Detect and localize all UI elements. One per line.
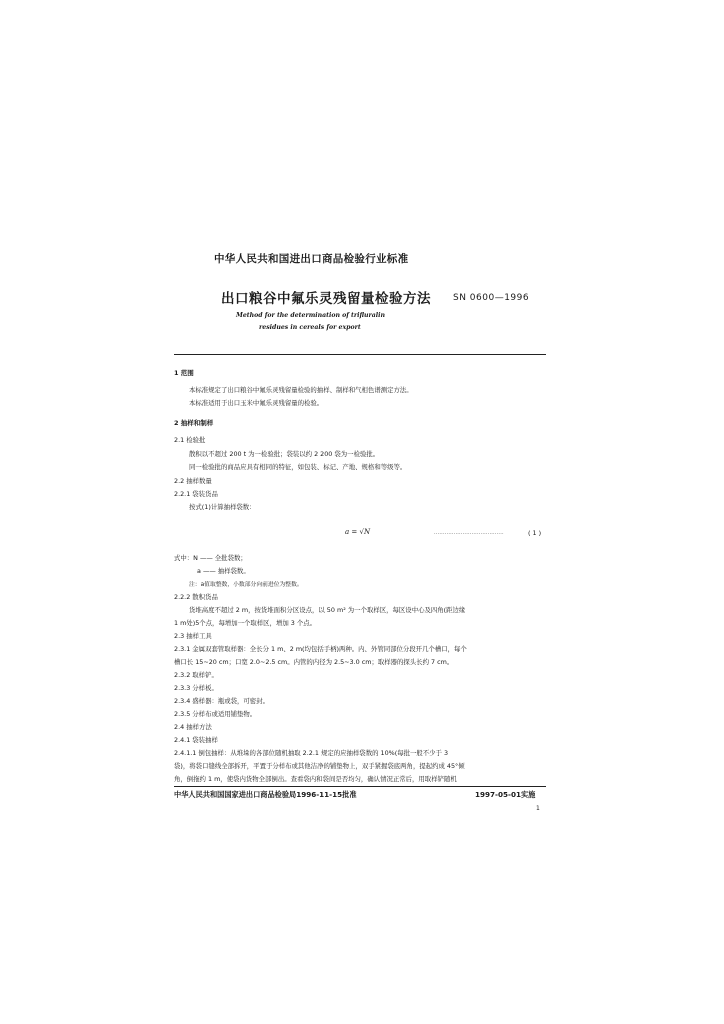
footer-rule [174,786,546,787]
agency-title: 中华人民共和国进出口商品检验行业标准 [214,253,409,265]
formula: a = √N [345,528,371,536]
note: 注：a值取整数，小数部分向前进位为整数。 [189,582,303,588]
clause-paragraph: 按式(1)计算抽样袋数： [189,503,256,511]
clause-paragraph: 同一检验批的商品应具有相同的特征，如包装、标记、产地、规格和等级等。 [189,463,407,471]
clause-paragraph: 散积以不超过 200 t 为一检验批；袋装以约 2 200 袋为一检验批。 [189,450,380,458]
page-number: 1 [536,805,540,812]
section-2-heading: 2 抽样和制样 [174,419,214,427]
page-title: 出口粮谷中氟乐灵残留量检验方法 [221,291,431,307]
clause-paragraph: 货堆高度不超过 2 m，按货堆面积分区设点，以 50 m² 为一个取样区，每区设中心及四角(距边缘 [189,606,466,614]
header-rule [174,354,546,355]
clause-heading: 2.1 检验批 [174,436,206,444]
implementation-date: 1997-05-01实施 [475,790,536,799]
standard-number: SN 0600—1996 [453,293,530,303]
clause-paragraph: 1 m处)5个点，每增加一个取样区，增加 3 个点。 [174,619,317,627]
list-item: 2.3.4 盛样器：瓶或袋，可密封。 [174,697,269,705]
section-1-paragraph: 本标准规定了出口粮谷中氟乐灵残留量检验的抽样、制样和气相色谱测定方法。 [189,386,413,394]
clause-heading: 2.3 抽样工具 [174,632,212,640]
list-item: 2.3.3 分样板。 [174,684,218,692]
section-1-heading: 1 范围 [174,369,194,377]
list-item: 2.3.2 取样铲。 [174,671,218,679]
clause-heading: 2.4.1 袋装抽样 [174,736,218,744]
clause-paragraph: 角，倒拖约 1 m，使袋内货物全部倒出。查看袋内和袋间是否均匀，确认情况正常后，用取样铲随机 [174,775,457,783]
section-1-paragraph: 本标准适用于出口玉米中氟乐灵残留量的检验。 [189,399,324,407]
clause-paragraph: 2.4.1.1 倒包抽样：从堆垛的各部位随机抽取 2.2.1 规定的应抽样袋数的 10%(每批一般不少于 3 [174,749,449,757]
approval-line: 中华人民共和国国家进出口商品检验局1996-11-15批准 [174,790,357,799]
clause-paragraph: 2.3.1 金属双套管取样器：全长分 1 m、2 m(均包括手柄)两种。内、外管同部位分段开几个槽口，每个 [174,645,467,653]
clause-heading: 2.2.1 袋装货品 [174,490,218,498]
formula-leader-dots: ······································· [434,531,504,537]
clause-heading: 2.2.2 散积货品 [174,593,218,601]
formula-where: a —— 抽样袋数。 [197,567,250,575]
list-item: 2.3.5 分样布或适用铺垫物。 [174,710,257,718]
clause-paragraph: 槽口长 15~20 cm；口宽 2.0~2.5 cm。内管的内径为 2.5~3.0 cm；取样器的探头长约 7 cm。 [174,658,454,666]
clause-heading: 2.2 抽样数量 [174,477,212,485]
formula-number: ( 1 ) [528,529,542,537]
english-title-line-2: residues in cereals for export [259,324,361,331]
clause-heading: 2.4 抽样方法 [174,723,212,731]
english-title-line-1: Method for the determination of trifluralin [236,312,385,319]
formula-where: 式中：N —— 全批袋数； [174,554,247,562]
clause-paragraph: 袋)，将袋口缝线全部拆开，平置于分样布或其他洁净的铺垫物上，双手紧握袋底两角，提起约成 45°倾 [174,762,465,770]
